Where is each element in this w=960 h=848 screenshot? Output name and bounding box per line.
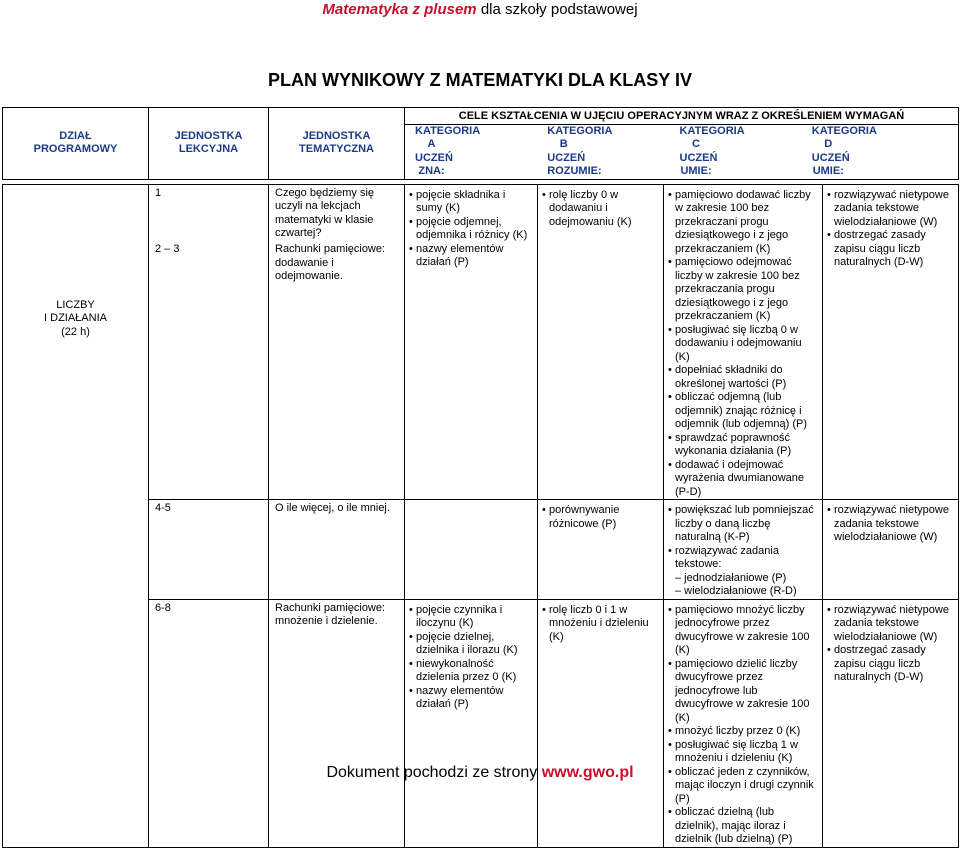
requirement-item: • niewykonalność dzielenia przez 0 (K) xyxy=(409,658,533,685)
requirement-item: • posługiwać się liczbą 0 w dodawaniu i odejmowaniu (K) xyxy=(668,324,818,365)
lesson-number: 1 xyxy=(149,184,269,241)
plan-table xyxy=(2,107,959,848)
brand-name: Matematyka z plusem xyxy=(322,1,477,18)
requirement-item: • dodawać i odejmować wyrażenia dwumianowane (P-D) xyxy=(668,459,818,500)
category-a-cell xyxy=(405,500,538,600)
requirement-item: • pojęcie składnika i sumy (K) xyxy=(409,189,533,216)
category-b-cell xyxy=(538,500,664,600)
category-d-cell xyxy=(823,184,959,500)
header-categories xyxy=(405,124,959,179)
requirement-item: • dopełniać składniki do określonej wartości (P) xyxy=(668,364,818,391)
requirement-item: • rozwiązywać zadania tekstowe: xyxy=(668,545,818,572)
requirement-item: • nazwy elementów działań (P) xyxy=(409,243,533,270)
site-header xyxy=(0,0,960,20)
requirement-item: • posługiwać się liczbą 1 w mnożeniu i dzieleniu (K) xyxy=(668,739,818,766)
requirement-item: • obliczać dzielną (lub dzielnik), mając iloraz i dzielnik (lub dzielną) (P) xyxy=(668,806,818,847)
category-c-cell xyxy=(664,599,823,847)
lesson-topic: O ile więcej, o ile mniej. xyxy=(269,500,405,600)
category-a: KATEGORIA A UCZEŃ ZNA: xyxy=(415,124,481,177)
header-cele-ksztalcenia: CELE KSZTAŁCENIA W UJĘCIU OPERACYJNYM WRAZ Z OKREŚLENIEM WYMAGAŃ xyxy=(405,108,959,125)
category-b: KATEGORIA B UCZEŃ ROZUMIE: xyxy=(547,124,613,177)
lesson-topic: Rachunki pamięciowe: dodawanie i odejmowanie. xyxy=(269,241,405,499)
footer-link[interactable]: www.gwo.pl xyxy=(541,764,634,781)
category-d-cell xyxy=(823,500,959,600)
requirement-item: • pojęcie czynnika i iloczynu (K) xyxy=(409,604,533,631)
footer-text: Dokument pochodzi ze strony xyxy=(326,764,542,781)
category-c-cell xyxy=(664,500,823,600)
requirement-item: • rolę liczb 0 i 1 w mnożeniu i dzieleniu (K) xyxy=(542,604,659,645)
requirement-item: • dostrzegać zasady zapisu ciągu liczb naturalnych (D-W) xyxy=(827,229,954,270)
brand-subtitle: dla szkoły podstawowej xyxy=(476,1,638,18)
header-dzial: DZIAŁ PROGRAMOWY xyxy=(3,108,149,180)
lesson-topic: Rachunki pamięciowe: mnożenie i dzielenie. xyxy=(269,599,405,847)
category-d: KATEGORIA D UCZEŃ UMIE: xyxy=(811,124,877,177)
requirement-item: • pamięciowo dodawać liczby w zakresie 100 bez przekraczani progu dziesiątkowego i z jego przekraczaniem (K) xyxy=(668,189,818,257)
requirement-item: • pojęcie dzielnej, dzielnika i ilorazu (K) xyxy=(409,631,533,658)
requirement-item: • pojęcie odjemnej, odjemnika i różnicy (K) xyxy=(409,216,533,243)
page-title: PLAN WYNIKOWY Z MATEMATYKI DLA KLASY IV xyxy=(268,70,692,90)
page-footer xyxy=(0,764,960,782)
requirement-item: • dostrzegać zasady zapisu ciągu liczb naturalnych (D-W) xyxy=(827,644,954,685)
requirement-item: • obliczać jeden z czynników, mając iloczyn i drugi czynnik (P) xyxy=(668,766,818,807)
category-b-cell xyxy=(538,599,664,847)
requirement-item: • nazwy elementów działań (P) xyxy=(409,685,533,712)
requirement-item: • pamięciowo mnożyć liczby jednocyfrowe przez dwucyfrowe w zakresie 100 (K) xyxy=(668,604,818,658)
category-a-cell xyxy=(405,184,538,500)
category-c-cell xyxy=(664,184,823,500)
requirement-subitem: – jednodziałaniowe (P) xyxy=(675,571,787,584)
table-row xyxy=(3,184,959,241)
requirement-item: • pamięciowo dzielić liczby dwucyfrowe przez jednocyfrowe lub dwucyfrowe w zakresie 100 (K) xyxy=(668,658,818,726)
lesson-number: 4-5 xyxy=(149,500,269,600)
category-c: KATEGORIA C UCZEŃ UMIE: xyxy=(679,124,745,177)
category-b-cell xyxy=(538,184,664,500)
category-d-cell xyxy=(823,599,959,847)
requirement-item: • obliczać odjemną (lub odjemnik) znając różnicę i odjemnik (lub odjemną) (P) xyxy=(668,391,818,432)
requirement-item: • mnożyć liczby przez 0 (K) xyxy=(668,725,818,739)
requirement-item: • rolę liczby 0 w dodawaniu i odejmowaniu (K) xyxy=(542,189,659,230)
requirement-item: • sprawdzać poprawność wykonania działania (P) xyxy=(668,432,818,459)
requirement-item: • pamięciowo odejmować liczby w zakresie 100 bez przekraczania progu dziesiątkowego i z jego przekraczaniem (K) xyxy=(668,256,818,324)
requirement-item: • powiększać lub pomniejszać liczby o daną liczbę naturalną (K-P) xyxy=(668,504,818,545)
lesson-number: 2 – 3 xyxy=(149,241,269,499)
requirement-subitem: – wielodziałaniowe (R-D) xyxy=(675,585,797,597)
requirement-item: • porównywanie różnicowe (P) xyxy=(542,504,659,531)
requirement-item: • rozwiązywać nietypowe zadania tekstowe wielodziałaniowe (W) xyxy=(827,604,954,645)
category-a-cell xyxy=(405,599,538,847)
lesson-number: 6-8 xyxy=(149,599,269,847)
section-name: LICZBY I DZIAŁANIA (22 h) xyxy=(3,184,149,847)
header-jednostka-lekcyjna: JEDNOSTKA LEKCYJNA xyxy=(149,108,269,180)
requirement-item: • rozwiązywać nietypowe zadania tekstowe wielodziałaniowe (W) xyxy=(827,504,954,545)
requirement-item: • rozwiązywać nietypowe zadania tekstowe wielodziałaniowe (W) xyxy=(827,189,954,230)
header-jednostka-tematyczna: JEDNOSTKA TEMATYCZNA xyxy=(269,108,405,180)
lesson-topic: Czego będziemy się uczyli na lekcjach matematyki w klasie czwartej? xyxy=(269,184,405,241)
